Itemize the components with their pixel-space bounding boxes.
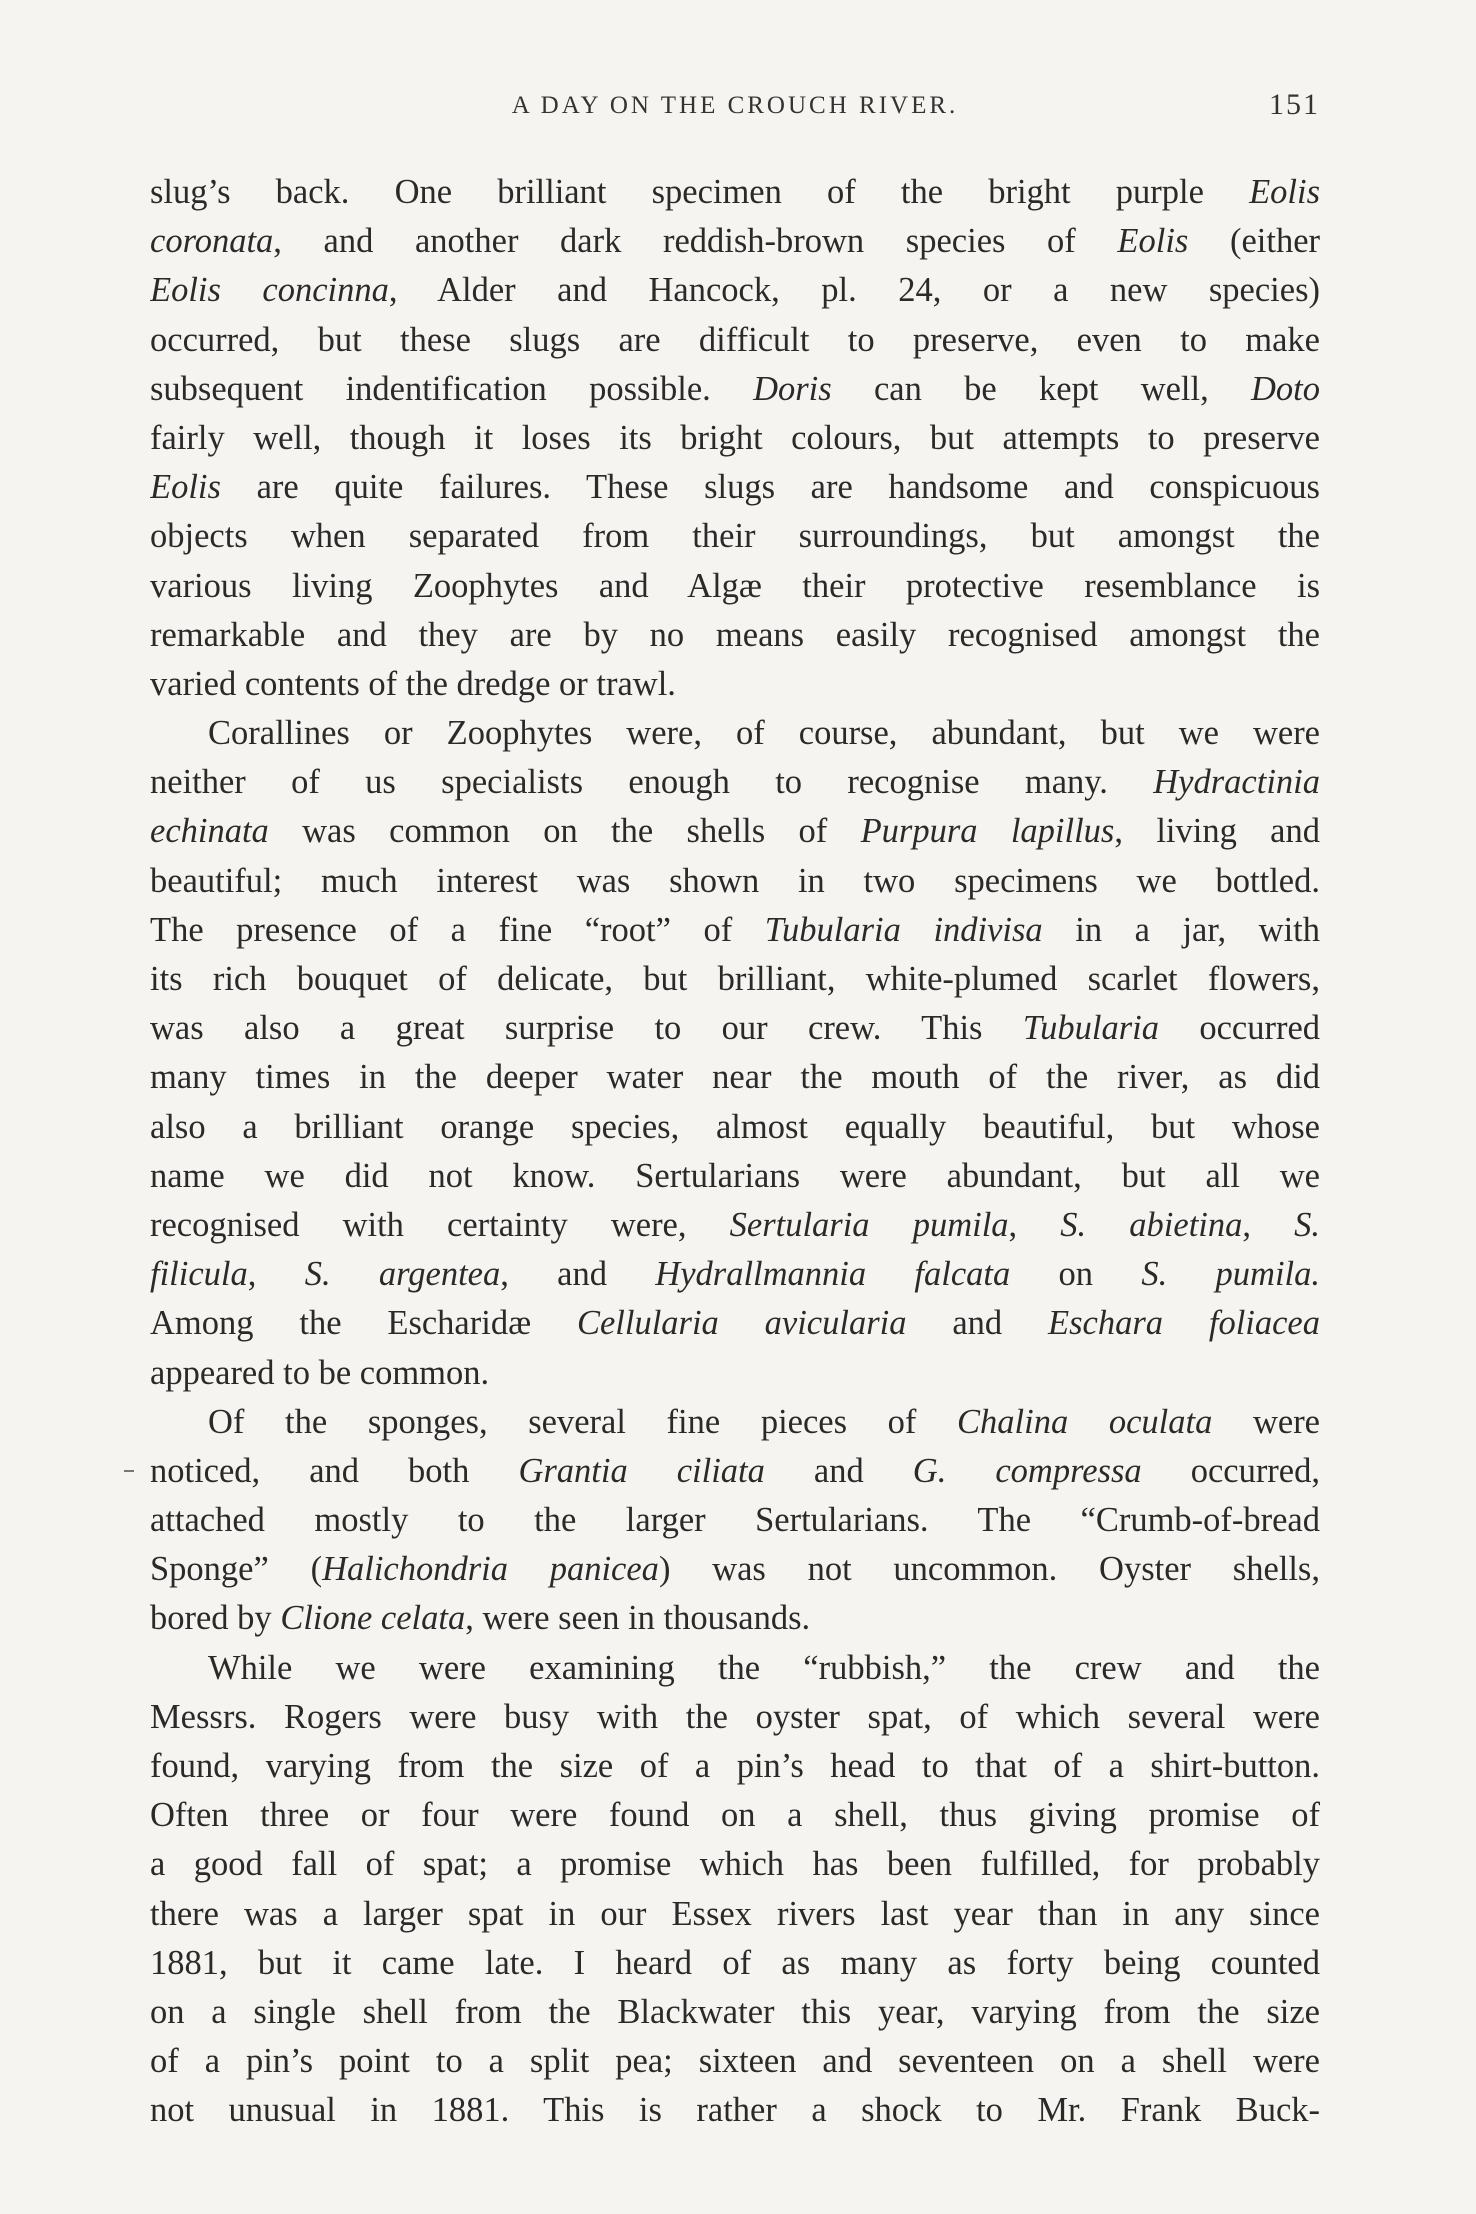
text-span: attached mostly to the larger Sertularians. The “Crumb-of-bread — [150, 1501, 1320, 1540]
text-line — [150, 1545, 1320, 1594]
text-span: noticed, and both — [150, 1451, 519, 1490]
text-span: , — [1242, 1205, 1295, 1244]
text-span: Of the sponges, several fine pieces of — [208, 1402, 958, 1441]
text-line — [150, 1103, 1320, 1152]
text-span: (either — [1188, 222, 1320, 261]
text-span: Messrs. Rogers were busy with the oyster spat, of which several were — [150, 1697, 1320, 1736]
italic-text: Eolis — [1249, 173, 1320, 211]
italic-text: Cellularia avicularia — [576, 1304, 907, 1343]
text-line — [150, 1201, 1320, 1250]
text-span: can be kept well, — [831, 369, 1252, 408]
text-span: many times in the deeper water near the mouth of the river, as did — [150, 1058, 1320, 1097]
text-span: bored by — [150, 1599, 281, 1638]
italic-text: Chalina oculata — [957, 1402, 1213, 1441]
text-span: , — [247, 1255, 305, 1294]
text-span: and — [764, 1451, 913, 1490]
text-span: , and — [500, 1255, 656, 1294]
text-line — [150, 414, 1320, 463]
text-span: objects when separated from their surroundings, but amongst the — [150, 517, 1320, 556]
text-span: was also a great surprise to our crew. This — [150, 1009, 1023, 1048]
text-span: subsequent indentification possible. — [150, 369, 754, 408]
text-line — [150, 1349, 1320, 1398]
page-number: 151 — [1269, 88, 1320, 121]
text-line — [150, 1447, 1320, 1496]
italic-text: S. pumila. — [1141, 1255, 1320, 1294]
text-span: neither of us specialists enough to recognise many. — [150, 763, 1154, 802]
text-line — [150, 1053, 1320, 1102]
italic-text: Hydractinia — [1153, 763, 1320, 802]
text-line — [150, 1496, 1320, 1545]
text-line — [150, 512, 1320, 561]
italic-text: S. — [1294, 1205, 1320, 1244]
text-span: , — [1008, 1205, 1061, 1244]
text-line — [150, 2037, 1320, 2086]
body-text — [150, 168, 1320, 2136]
italic-text: Halichondria panicea — [322, 1550, 659, 1589]
text-span: there was a larger spat in our Essex rivers last year than in any since — [150, 1894, 1320, 1933]
text-span: appeared to be common. — [150, 1353, 490, 1392]
text-line — [150, 807, 1320, 856]
text-line — [150, 906, 1320, 955]
text-line — [150, 217, 1320, 266]
text-line — [150, 758, 1320, 807]
text-line — [150, 266, 1320, 315]
text-span: not unusual in 1881. This is rather a shock to Mr. Frank Buck- — [150, 2091, 1320, 2130]
text-span: recognised with certainty were, — [150, 1205, 730, 1244]
text-line — [150, 857, 1320, 906]
italic-text: Doto — [1251, 369, 1320, 408]
italic-text: Eolis concinna — [150, 271, 389, 310]
text-span: on a single shell from the Blackwater this year, varying from the size — [150, 1992, 1320, 2031]
text-span: on — [1010, 1255, 1142, 1294]
text-span: its rich bouquet of delicate, but brilliant, white-plumed scarlet flowers, — [150, 960, 1320, 998]
italic-text: Eolis — [1117, 222, 1189, 261]
italic-text: S. abietina — [1060, 1205, 1243, 1244]
italic-text: Grantia ciliata — [518, 1451, 765, 1490]
text-line — [150, 168, 1320, 217]
text-line — [150, 955, 1320, 1004]
text-line — [150, 1693, 1320, 1742]
text-span: remarkable and they are by no means easily recognised amongst the — [150, 615, 1320, 654]
text-span: occurred, — [1141, 1451, 1320, 1490]
text-span: , Alder and Hancock, pl. 24, or a new species) — [388, 271, 1320, 310]
text-span: occurred — [1158, 1009, 1320, 1048]
text-span: Among the Escharidæ — [150, 1304, 577, 1343]
text-line — [150, 1988, 1320, 2037]
text-line — [150, 709, 1320, 758]
text-span: While we were examining the “rubbish,” the crew and the — [208, 1648, 1320, 1687]
text-line — [150, 1791, 1320, 1840]
text-span: Often three or four were found on a shell, thus giving promise of — [150, 1796, 1320, 1835]
italic-text: Hydrallmannia falcata — [655, 1255, 1011, 1294]
text-span: beautiful; much interest was shown in two specimens we bottled. — [150, 861, 1320, 900]
text-line — [150, 611, 1320, 660]
italic-text: G. compressa — [912, 1451, 1142, 1490]
text-span: , and another dark reddish-brown species of — [273, 222, 1118, 261]
text-span: were — [1212, 1402, 1320, 1441]
text-span: slug’s back. One brilliant specimen of the bright purple — [150, 173, 1250, 211]
text-span: fairly well, though it loses its bright colours, but attempts to preserve — [150, 418, 1320, 457]
text-span: found, varying from the size of a pin’s head to that of a shirt-button. — [150, 1747, 1320, 1785]
italic-text: coronata — [150, 222, 274, 261]
text-span: ) was not uncommon. Oyster shells, — [658, 1550, 1320, 1589]
text-line — [150, 1299, 1320, 1348]
text-span: was common on the shells of — [268, 812, 861, 851]
text-span: name we did not know. Sertularians were abundant, but all we — [150, 1156, 1320, 1195]
text-span: 1881, but it came late. I heard of as many as forty being counted — [150, 1943, 1320, 1982]
running-title: A DAY ON THE CROUCH RIVER. — [511, 92, 959, 119]
italic-text: Eolis — [150, 468, 221, 507]
text-line — [150, 1890, 1320, 1939]
text-line — [150, 1250, 1320, 1299]
text-line — [150, 1840, 1320, 1889]
italic-text: echinata — [150, 812, 269, 851]
text-line — [150, 1742, 1320, 1791]
text-line — [150, 562, 1320, 611]
text-span: , were seen in thousands. — [465, 1599, 811, 1638]
italic-text: Eschara foliacea — [1048, 1304, 1320, 1343]
italic-text: Doris — [753, 369, 832, 408]
text-span: of a pin’s point to a split pea; sixteen and seventeen on a shell were — [150, 2042, 1320, 2081]
text-line — [150, 1939, 1320, 1988]
text-line — [150, 365, 1320, 414]
text-span: The presence of a fine “root” of — [150, 910, 765, 949]
text-span: and — [906, 1304, 1049, 1343]
italic-text: filicula — [150, 1255, 248, 1294]
margin-mark — [124, 1470, 134, 1472]
italic-text: Purpura lapillus — [860, 812, 1115, 851]
text-span: varied contents of the dredge or trawl. — [150, 664, 676, 703]
text-line — [150, 660, 1320, 709]
text-span: various living Zoophytes and Algæ their protective resemblance is — [150, 566, 1320, 605]
text-span: also a brilliant orange species, almost equally beautiful, but whose — [150, 1107, 1320, 1146]
text-span: a good fall of spat; a promise which has been fulfilled, for probably — [150, 1845, 1320, 1884]
text-span: Sponge” ( — [150, 1550, 323, 1589]
text-line — [150, 1644, 1320, 1693]
italic-text: Tubularia indivisa — [764, 910, 1043, 949]
text-span: are quite failures. These slugs are handsome and conspicuous — [220, 468, 1320, 507]
text-span: in a jar, with — [1042, 910, 1320, 949]
text-line — [150, 1152, 1320, 1201]
text-span: occurred, but these slugs are difficult to preserve, even to make — [150, 320, 1320, 359]
text-line — [150, 1004, 1320, 1053]
running-head — [150, 88, 1320, 132]
text-span: , living and — [1114, 812, 1320, 851]
italic-text: Tubularia — [1022, 1009, 1159, 1048]
text-line — [150, 463, 1320, 512]
text-line — [150, 1398, 1320, 1447]
italic-text: Sertularia pumila — [729, 1205, 1009, 1244]
text-line — [150, 1594, 1320, 1643]
text-span: Corallines or Zoophytes were, of course, abundant, but we were — [208, 714, 1320, 753]
italic-text: Clione celata — [280, 1599, 466, 1638]
text-line — [150, 316, 1320, 365]
italic-text: S. argentea — [304, 1255, 501, 1294]
text-line — [150, 2086, 1320, 2135]
